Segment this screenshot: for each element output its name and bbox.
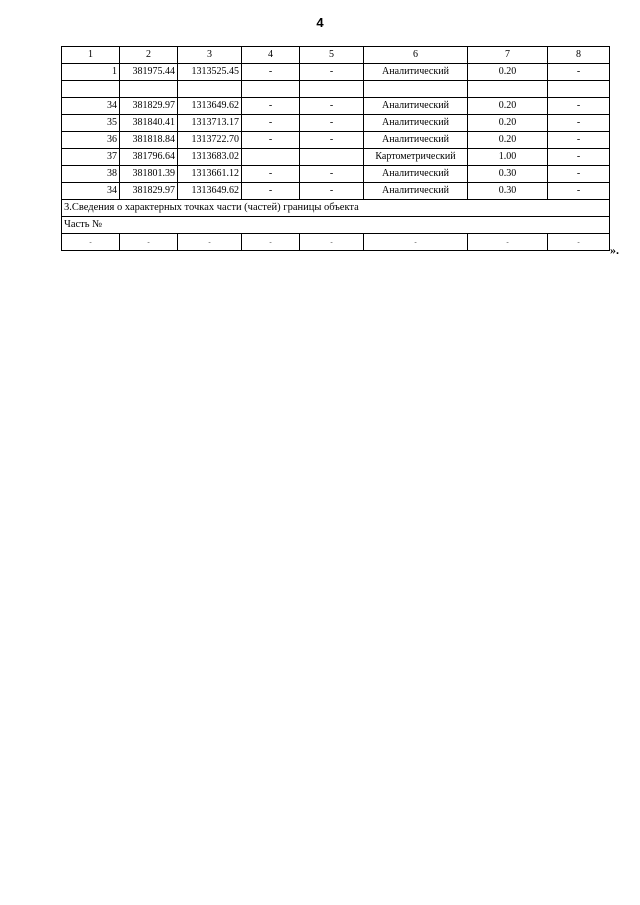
blank-cell bbox=[468, 81, 548, 98]
point-number: 38 bbox=[62, 166, 120, 183]
cell: - bbox=[548, 234, 610, 251]
method-cell: Аналитический bbox=[364, 115, 468, 132]
cell: - bbox=[300, 166, 364, 183]
cell: - bbox=[242, 98, 300, 115]
cell: - bbox=[548, 132, 610, 149]
cell: - bbox=[242, 166, 300, 183]
cell bbox=[242, 149, 300, 166]
cell: - bbox=[548, 115, 610, 132]
table-row bbox=[62, 132, 610, 149]
point-number: 34 bbox=[62, 183, 120, 200]
accuracy-cell: 1.00 bbox=[468, 149, 548, 166]
header-cell: 8 bbox=[548, 47, 610, 64]
cell: - bbox=[178, 234, 242, 251]
cell: - bbox=[548, 149, 610, 166]
page-number: 4 bbox=[316, 15, 324, 30]
cell: - bbox=[300, 183, 364, 200]
cell: - bbox=[548, 98, 610, 115]
accuracy-cell: 0.20 bbox=[468, 64, 548, 81]
blank-cell bbox=[364, 81, 468, 98]
blank-row bbox=[62, 81, 610, 98]
header-cell: 5 bbox=[300, 47, 364, 64]
header-cell: 4 bbox=[242, 47, 300, 64]
method-cell: Аналитический bbox=[364, 64, 468, 81]
coord-x: 381801.39 bbox=[120, 166, 178, 183]
coord-y: 1313525.45 bbox=[178, 64, 242, 81]
cell: - bbox=[548, 64, 610, 81]
coord-x: 381796.64 bbox=[120, 149, 178, 166]
table-row bbox=[62, 183, 610, 200]
cell: - bbox=[468, 234, 548, 251]
cell: - bbox=[300, 115, 364, 132]
blank-cell bbox=[242, 81, 300, 98]
coord-y: 1313683.02 bbox=[178, 149, 242, 166]
header-cell: 2 bbox=[120, 47, 178, 64]
coord-x: 381829.97 bbox=[120, 98, 178, 115]
blank-cell bbox=[62, 81, 120, 98]
section-row bbox=[62, 200, 610, 217]
blank-cell bbox=[178, 81, 242, 98]
coord-x: 381840.41 bbox=[120, 115, 178, 132]
method-cell: Картометрический bbox=[364, 149, 468, 166]
table-row bbox=[62, 166, 610, 183]
accuracy-cell: 0.30 bbox=[468, 166, 548, 183]
cell: - bbox=[300, 234, 364, 251]
method-cell: Аналитический bbox=[364, 183, 468, 200]
table-header-row bbox=[62, 47, 610, 64]
point-number: 36 bbox=[62, 132, 120, 149]
table-row bbox=[62, 149, 610, 166]
cell: - bbox=[548, 183, 610, 200]
last-row bbox=[62, 234, 610, 251]
cell: - bbox=[242, 132, 300, 149]
header-cell: 7 bbox=[468, 47, 548, 64]
coord-x: 381975.44 bbox=[120, 64, 178, 81]
coord-y: 1313649.62 bbox=[178, 98, 242, 115]
cell: - bbox=[300, 132, 364, 149]
table-row bbox=[62, 115, 610, 132]
cell: - bbox=[242, 115, 300, 132]
cell: - bbox=[62, 234, 120, 251]
point-number: 34 bbox=[62, 98, 120, 115]
table-row bbox=[62, 98, 610, 115]
header-cell: 1 bbox=[62, 47, 120, 64]
blank-cell bbox=[548, 81, 610, 98]
accuracy-cell: 0.20 bbox=[468, 132, 548, 149]
cell: - bbox=[300, 98, 364, 115]
cell: - bbox=[242, 64, 300, 81]
section-title: 3.Сведения о характерных точках части (частей) границы объекта bbox=[62, 200, 610, 217]
closing-quote-mark: ». bbox=[610, 243, 619, 257]
data-rows bbox=[62, 98, 610, 200]
accuracy-cell: 0.20 bbox=[468, 115, 548, 132]
table-row bbox=[62, 64, 610, 81]
header-cell: 3 bbox=[178, 47, 242, 64]
cell: - bbox=[242, 234, 300, 251]
coord-x: 381829.97 bbox=[120, 183, 178, 200]
point-number: 35 bbox=[62, 115, 120, 132]
cell: - bbox=[120, 234, 178, 251]
cell: - bbox=[548, 166, 610, 183]
accuracy-cell: 0.20 bbox=[468, 98, 548, 115]
coordinates-table bbox=[61, 46, 610, 251]
accuracy-cell: 0.30 bbox=[468, 183, 548, 200]
cell bbox=[300, 149, 364, 166]
blank-cell bbox=[300, 81, 364, 98]
point-number: 1 bbox=[62, 64, 120, 81]
cell: - bbox=[242, 183, 300, 200]
coord-x: 381818.84 bbox=[120, 132, 178, 149]
coord-y: 1313661.12 bbox=[178, 166, 242, 183]
header-cell: 6 bbox=[364, 47, 468, 64]
part-row bbox=[62, 217, 610, 234]
coord-y: 1313722.70 bbox=[178, 132, 242, 149]
point-number: 37 bbox=[62, 149, 120, 166]
blank-cell bbox=[120, 81, 178, 98]
cell: - bbox=[300, 64, 364, 81]
method-cell: Аналитический bbox=[364, 98, 468, 115]
cell: - bbox=[364, 234, 468, 251]
method-cell: Аналитический bbox=[364, 132, 468, 149]
coord-y: 1313649.62 bbox=[178, 183, 242, 200]
part-label: Часть № bbox=[62, 217, 610, 234]
method-cell: Аналитический bbox=[364, 166, 468, 183]
coord-y: 1313713.17 bbox=[178, 115, 242, 132]
